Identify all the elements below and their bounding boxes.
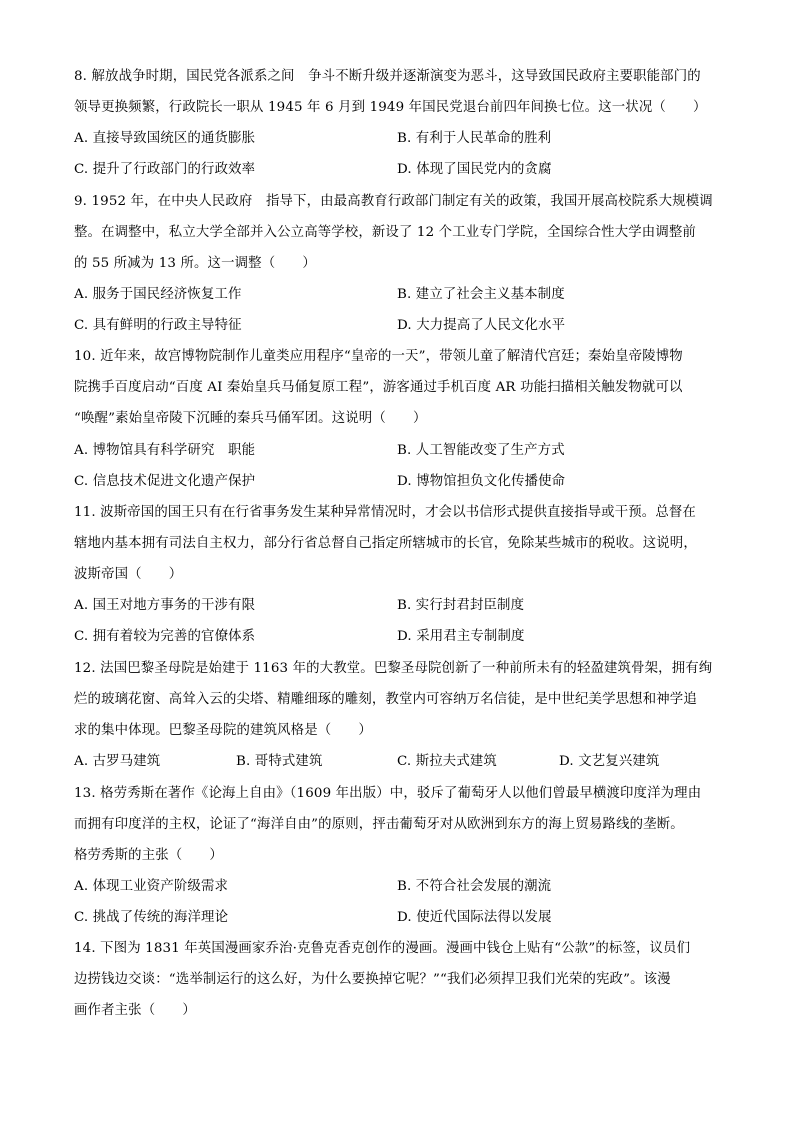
question-12-line-1: 12. 法国巴黎圣母院是始建于 1163 年的大教堂。巴黎圣母院创新了一种前所未有的轻盈建筑骨架，拥有绚 xyxy=(74,661,713,676)
question-10-option-d: D. 博物馆担负文化传播使命 xyxy=(397,474,566,489)
question-8-option-b: B. 有利于人民革命的胜利 xyxy=(397,131,552,146)
question-13-option-c: C. 挑战了传统的海洋理论 xyxy=(74,910,229,925)
question-8-line-1: 8. 解放战争时期，国民党各派系之间 争斗不断升级并逐渐演变为恶斗，这导致国民政府主要职能部门的 xyxy=(74,69,701,84)
question-9-option-b: B. 建立了社会主义基本制度 xyxy=(397,287,565,302)
question-14-line-1: 14. 下图为 1831 年英国漫画家乔治·克鲁克香克创作的漫画。漫画中钱仓上贴有“公款”的标签，议员们 xyxy=(74,941,691,956)
question-9-line-1: 9. 1952 年，在中央人民政府 指导下，由最高教育行政部门制定有关的政策，我国开展高校院系大规模调 xyxy=(74,194,713,209)
question-9-line-3: 的 55 所减为 13 所。这一调整（ ） xyxy=(74,256,316,271)
question-11-option-b: B. 实行封君封臣制度 xyxy=(397,598,525,613)
question-13-line-2: 而拥有印度洋的主权，论证了“海洋自由”的原则，抨击葡萄牙对从欧洲到东方的海上贸易路线的垄断。 xyxy=(74,817,684,832)
question-11-option-a: A. 国王对地方事务的干涉有限 xyxy=(74,598,256,613)
question-13-option-a: A. 体现工业资产阶级需求 xyxy=(74,879,229,894)
question-14-line-2: 边捞钱边交谈：“选举制运行的这么好，为什么要换掉它呢？”“我们必须捍卫我们光荣的宪政”。该漫 xyxy=(74,972,671,987)
question-14-line-3: 画作者主张（ ） xyxy=(74,1003,196,1018)
question-11-line-3: 波斯帝国（ ） xyxy=(74,567,183,582)
question-8-option-a: A. 直接导致国统区的通货膨胀 xyxy=(74,131,256,146)
question-12-option-d: D. 文艺复兴建筑 xyxy=(559,754,660,769)
question-12-line-3: 求的集中体现。巴黎圣母院的建筑风格是（ ） xyxy=(74,723,372,738)
question-10-option-a: A. 博物馆具有科学研究 职能 xyxy=(74,443,256,458)
question-11-option-c: C. 拥有着较为完善的官僚体系 xyxy=(74,629,256,644)
question-13-option-b: B. 不符合社会发展的潮流 xyxy=(397,879,552,894)
question-10-line-1: 10. 近年来，故宫博物院制作儿童类应用程序“皇帝的一天”，带领儿童了解清代宫廷；秦始皇帝陵博物 xyxy=(74,349,683,364)
question-13-line-1: 13. 格劳秀斯在著作《论海上自由》（1609 年出版）中，驳斥了葡萄牙人以他们曾最早横渡印度洋为理由 xyxy=(74,786,702,801)
question-11-option-d: D. 采用君主专制制度 xyxy=(397,629,525,644)
question-13-line-3: 格劳秀斯的主张（ ） xyxy=(74,848,223,863)
question-8-option-d: D. 体现了国民党内的贪腐 xyxy=(397,162,552,177)
question-10-line-3: “唤醒”素始皇帝陵下沉睡的秦兵马俑军团。这说明（ ） xyxy=(74,411,427,426)
question-12-option-a: A. 古罗马建筑 xyxy=(74,754,161,769)
question-10-line-2: 院携手百度启动“百度 AI 秦始皇兵马俑复原工程”，游客通过手机百度 AR 功能扫描相关触发物就可以 xyxy=(74,380,683,395)
question-9-option-a: A. 服务于国民经济恢复工作 xyxy=(74,287,242,302)
question-13-option-d: D. 使近代国际法得以发展 xyxy=(397,910,552,925)
question-9-option-d: D. 大力提高了人民文化水平 xyxy=(397,318,566,333)
question-11-line-2: 辖地内基本拥有司法自主权力，部分行省总督自己指定所辖城市的长官，免除某些城市的税收。这说明， xyxy=(74,536,697,551)
question-12-option-b: B. 哥特式建筑 xyxy=(236,754,323,769)
question-8-line-2: 领导更换频繁，行政院长一职从 1945 年 6 月到 1949 年国民党退台前四年间换七位。这一状况（ ） xyxy=(74,100,707,115)
question-9-option-c: C. 具有鲜明的行政主导特征 xyxy=(74,318,242,333)
question-8-option-c: C. 提升了行政部门的行政效率 xyxy=(74,162,256,177)
question-12-option-c: C. 斯拉夫式建筑 xyxy=(397,754,497,769)
question-10-option-c: C. 信息技术促进文化遗产保护 xyxy=(74,474,256,489)
question-9-line-2: 整。在调整中，私立大学全部并入公立高等学校，新设了 12 个工业专门学院，全国综合性大学由调整前 xyxy=(74,225,696,240)
question-12-line-2: 烂的玻璃花窗、高耸入云的尖塔、精雕细琢的雕刻，教堂内可容纳万名信徒，是中世纪美学思想和神学追 xyxy=(74,692,697,707)
question-11-line-1: 11. 波斯帝国的国王只有在行省事务发生某种异常情况时，才会以书信形式提供直接指导或干预。总督在 xyxy=(74,505,696,520)
question-10-option-b: B. 人工智能改变了生产方式 xyxy=(397,443,565,458)
